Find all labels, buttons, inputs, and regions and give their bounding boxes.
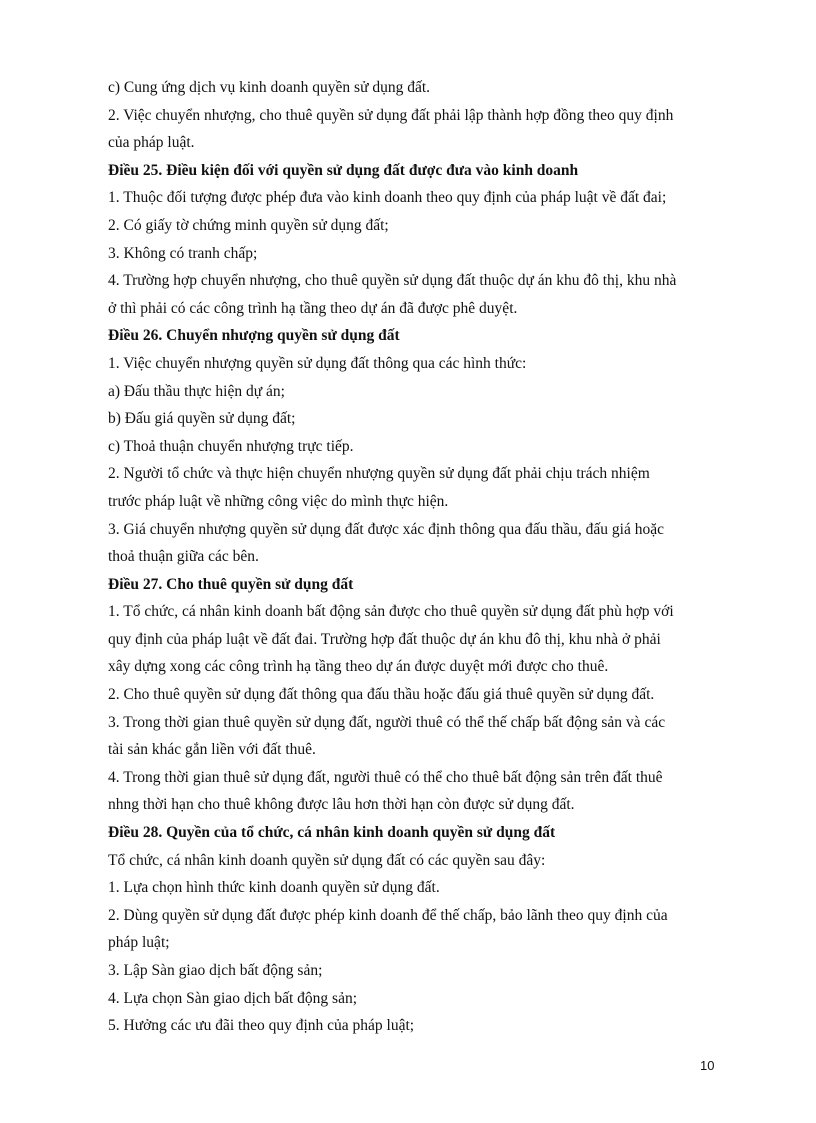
body-text-line: 3. Giá chuyển nhượng quyền sử dụng đất được xác định thông qua đấu thầu, đấu giá hoặc: [108, 520, 664, 538]
document-body: [108, 74, 716, 1040]
body-text-line: tài sản khác gắn liền với đất thuê.: [108, 741, 316, 759]
body-text-line: 4. Trong thời gian thuê sử dụng đất, người thuê có thể cho thuê bất động sản trên đất thuê: [108, 768, 663, 786]
body-text-line: trước pháp luật về những công việc do mình thực hiện.: [108, 492, 449, 510]
body-text-line: nhng thời hạn cho thuê không được lâu hơn thời hạn còn được sử dụng đất.: [108, 796, 575, 814]
body-text-line: thoả thuận giữa các bên.: [108, 548, 259, 566]
body-text-line: xây dựng xong các công trình hạ tầng theo dự án được duyệt mới được cho thuê.: [108, 658, 609, 676]
article-heading: Điều 27. Cho thuê quyền sử dụng đất: [108, 575, 354, 593]
article-heading: Điều 28. Quyền của tổ chức, cá nhân kinh doanh quyền sử dụng đất: [108, 824, 556, 842]
body-text-line: 4. Lựa chọn Sàn giao dịch bất động sản;: [108, 989, 358, 1007]
body-text-line: 3. Trong thời gian thuê quyền sử dụng đất, người thuê có thể thế chấp bất động sản và các: [108, 713, 666, 731]
body-text-line: 2. Cho thuê quyền sử dụng đất thông qua đấu thầu hoặc đấu giá thuê quyền sử dụng đất.: [108, 686, 655, 704]
body-text-line: 1. Lựa chọn hình thức kinh doanh quyền sử dụng đất.: [108, 879, 440, 897]
page-number: 10: [700, 1058, 715, 1073]
body-text-line: 2. Dùng quyền sử dụng đất được phép kinh doanh để thế chấp, bảo lãnh theo quy định của: [108, 906, 668, 924]
body-text-line: 3. Lập Sàn giao dịch bất động sản;: [108, 962, 323, 979]
article-heading: Điều 25. Điều kiện đối với quyền sử dụng đất được đưa vào kinh doanh: [108, 161, 579, 179]
body-text-line: của pháp luật.: [108, 134, 195, 152]
body-text-line: c) Thoả thuận chuyển nhượng trực tiếp.: [108, 437, 354, 455]
body-text-line: 2. Việc chuyển nhượng, cho thuê quyền sử dụng đất phải lập thành hợp đồng theo quy định: [108, 106, 674, 124]
body-text-line: 2. Người tổ chức và thực hiện chuyển nhượng quyền sử dụng đất phải chịu trách nhiệm: [108, 465, 650, 483]
body-text-line: ở thì phải có các công trình hạ tầng theo dự án đã được phê duyệt.: [108, 299, 518, 317]
body-text-line: c) Cung ứng dịch vụ kinh doanh quyền sử dụng đất.: [108, 79, 431, 96]
body-text-line: Tổ chức, cá nhân kinh doanh quyền sử dụng đất có các quyền sau đây:: [108, 851, 546, 869]
body-text-line: 1. Tổ chức, cá nhân kinh doanh bất động sản được cho thuê quyền sử dụng đất phù hợp với: [108, 603, 674, 621]
body-text-line: pháp luật;: [108, 934, 170, 952]
body-text-line: quy định của pháp luật về đất đai. Trường hợp đất thuộc dự án khu đô thị, khu nhà ở phải: [108, 630, 661, 648]
body-text-line: 5. Hưởng các ưu đãi theo quy định của pháp luật;: [108, 1017, 415, 1035]
article-heading: Điều 26. Chuyển nhượng quyền sử dụng đất: [108, 327, 400, 345]
body-text-line: 4. Trường hợp chuyển nhượng, cho thuê quyền sử dụng đất thuộc dự án khu đô thị, khu nhà: [108, 272, 677, 290]
body-text-line: 3. Không có tranh chấp;: [108, 244, 258, 262]
body-text-line: b) Đấu giá quyền sử dụng đất;: [108, 410, 296, 428]
body-text-line: 2. Có giấy tờ chứng minh quyền sử dụng đất;: [108, 216, 389, 234]
body-text-line: a) Đấu thầu thực hiện dự án;: [108, 382, 285, 400]
body-text-line: 1. Việc chuyển nhượng quyền sử dụng đất thông qua các hình thức:: [108, 354, 527, 372]
body-text-line: 1. Thuộc đối tượng được phép đưa vào kinh doanh theo quy định của pháp luật về đất đai;: [108, 189, 667, 207]
